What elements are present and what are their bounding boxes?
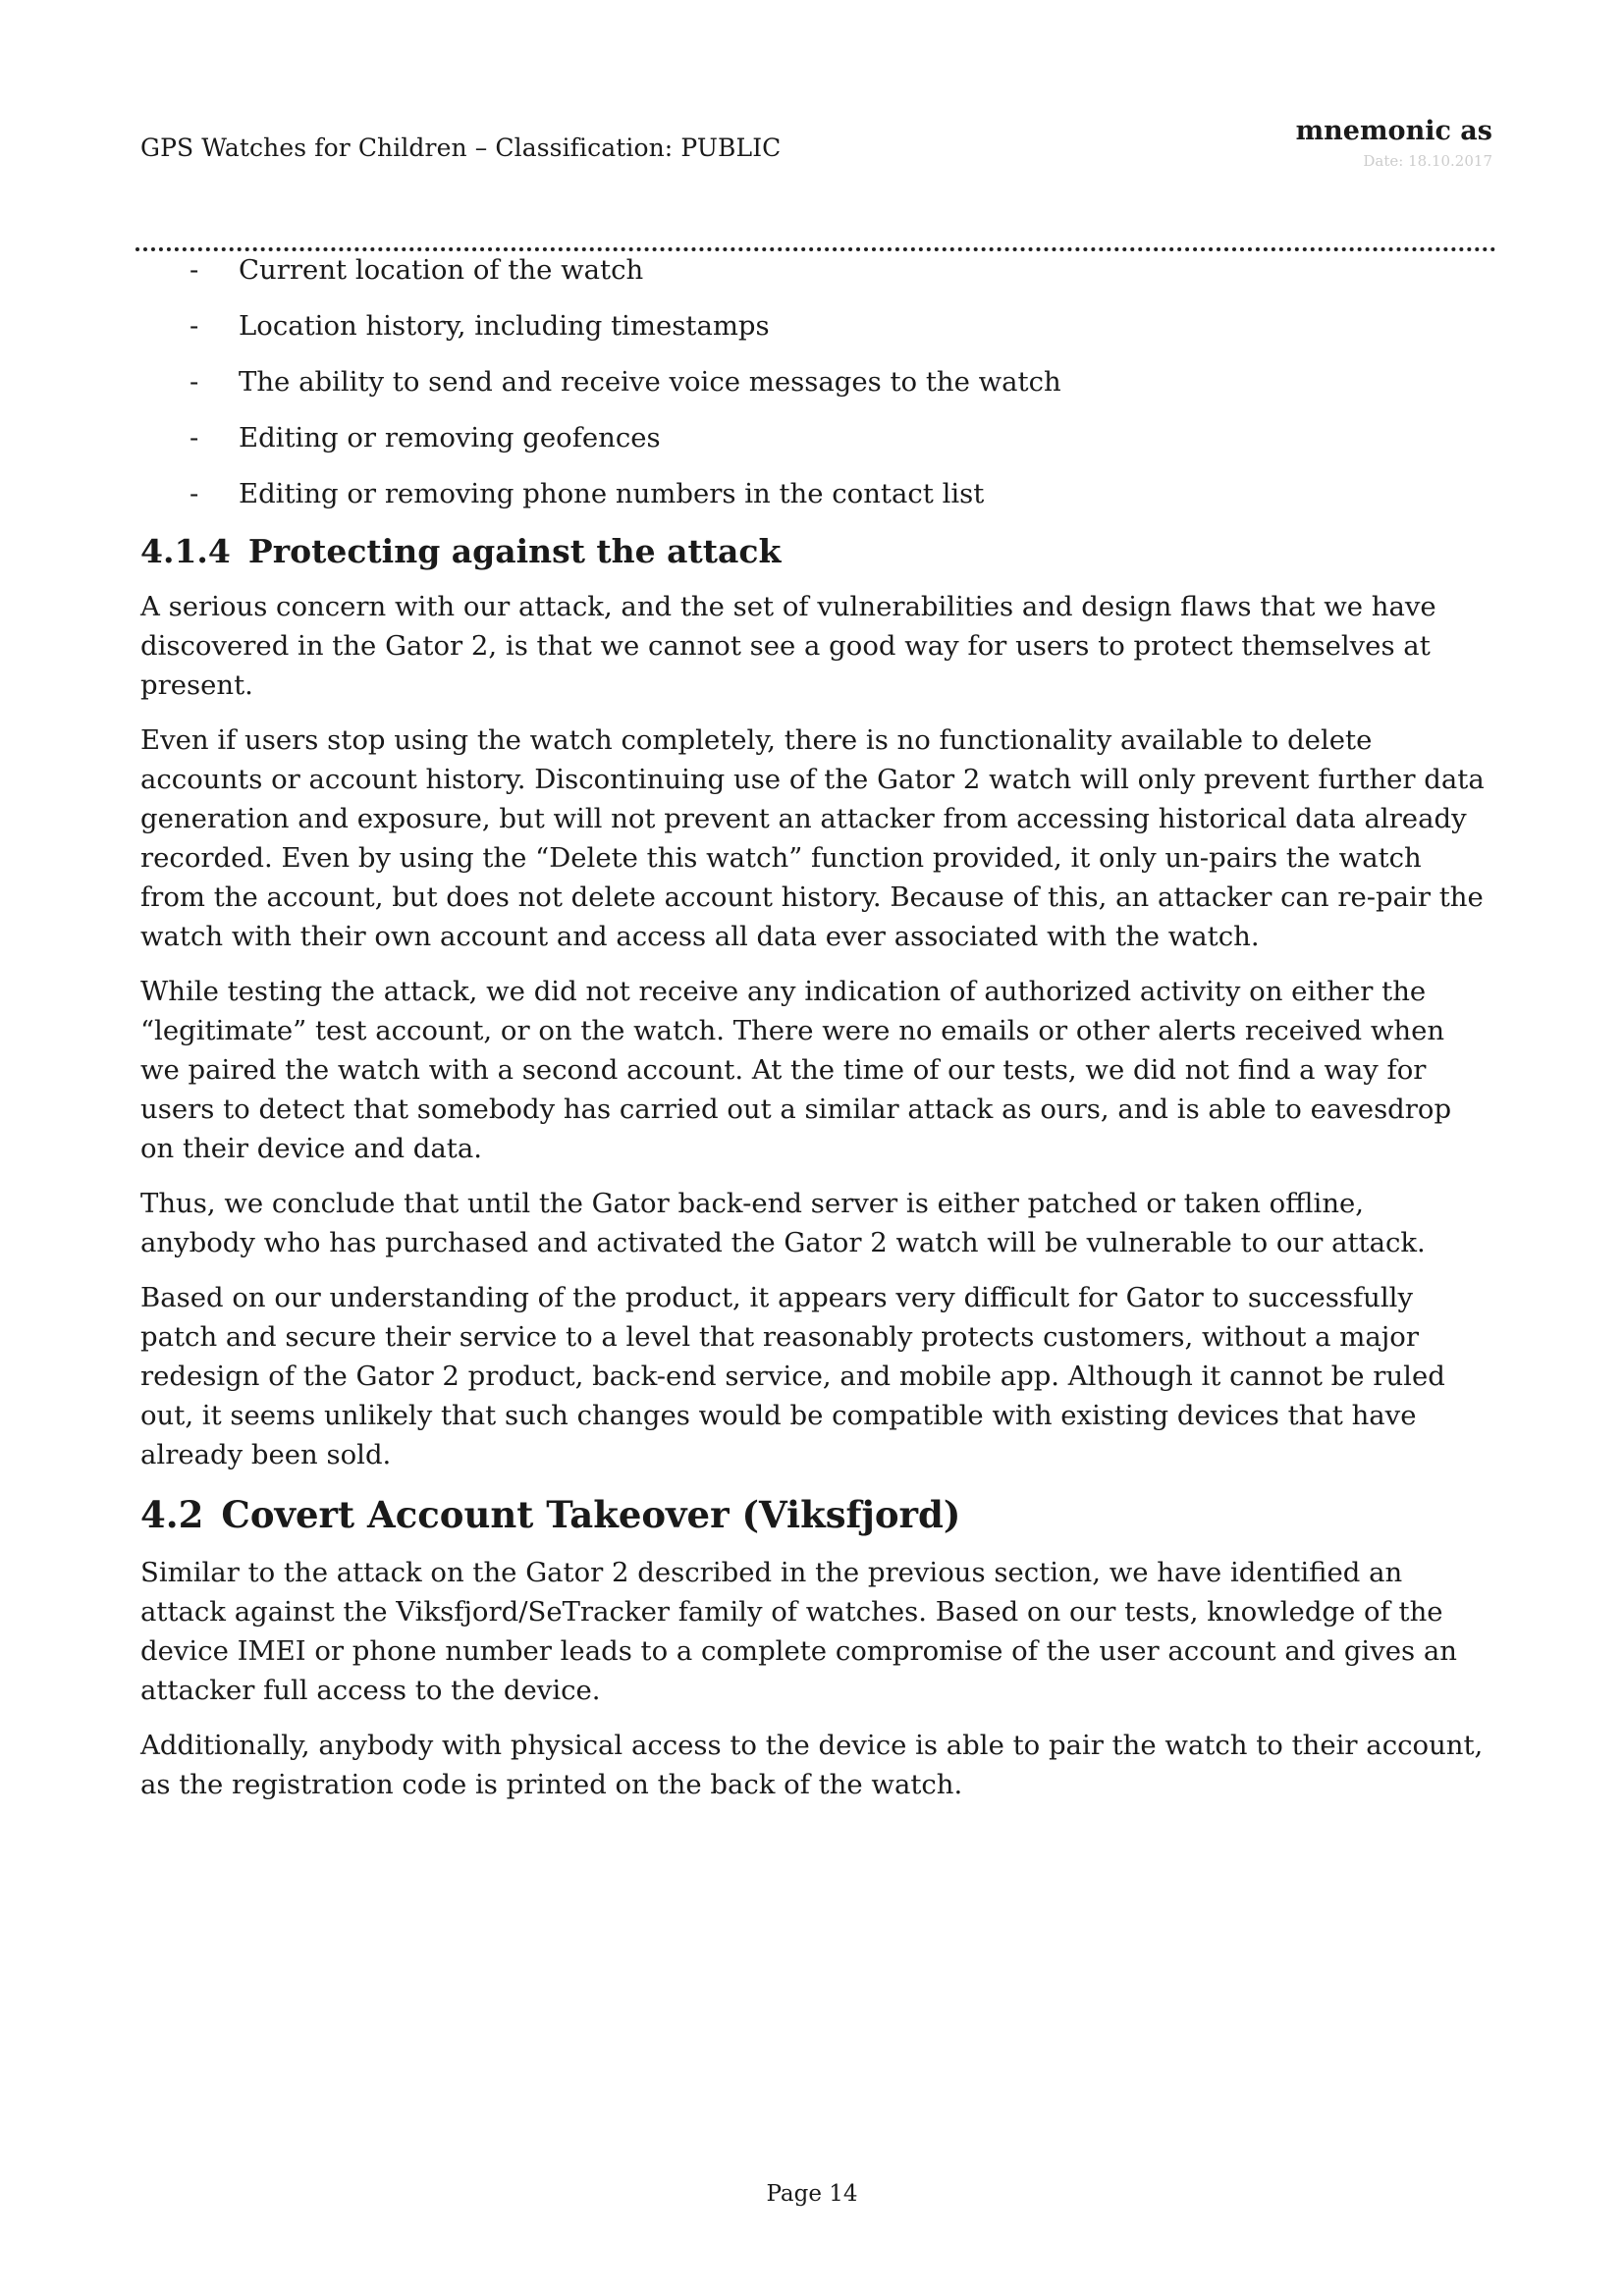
list-item-text: Editing or removing geofences (239, 422, 661, 454)
list-item (140, 474, 1487, 513)
header-company: mnemonic as (1295, 116, 1492, 146)
section-title: Protecting against the attack (247, 532, 782, 570)
header-title: GPS Watches for Children – Classification: PUBLIC (140, 133, 782, 162)
list-item (140, 250, 1487, 290)
list-item (140, 306, 1487, 346)
section-title: Covert Account Takeover (Viksfjord) (221, 1493, 961, 1536)
list-item-text: Location history, including timestamps (239, 310, 770, 342)
bullet-list (140, 250, 1487, 513)
bullet-marker: - (189, 478, 199, 509)
list-item (140, 418, 1487, 457)
paragraph: Additionally, anybody with physical access to the device is able to pair the watch to their account, as the registration code is printed on the back of the watch. (140, 1730, 1484, 1800)
header-date: Date: 18.10.2017 (1363, 152, 1492, 170)
paragraph: Even if users stop using the watch completely, there is no functionality available to delete accounts or account history. Discontinuing use of the Gator 2 watch will only prevent further data generation and exposure, but will not prevent an attacker from accessing historical data already recorded. Even by using the “Delete this watch” function provided, it only un-pairs the watch from the account, but does not delete account history. Because of this, an attacker can re-pair the watch with their own account and access all data ever associated with the watch. (140, 724, 1485, 952)
section-number: 4.2 (140, 1493, 204, 1536)
bullet-marker: - (189, 254, 199, 286)
page-content (140, 250, 1487, 1820)
section-heading-4-2 (140, 1490, 1487, 1539)
list-item (140, 362, 1487, 401)
list-item-text: Current location of the watch (239, 254, 644, 286)
paragraph: Based on our understanding of the product, it appears very difficult for Gator to successfully patch and secure their service to a level that reasonably protects customers, without a major redesign of the Gator 2 product, back-end service, and mobile app. Although it cannot be ruled out, it seems unlikely that such changes would be compatible with existing devices that have already been sold. (140, 1282, 1445, 1470)
page-number: Page 14 (766, 2181, 858, 2207)
paragraph: Thus, we conclude that until the Gator back-end server is either patched or taken offline, anybody who has purchased and activated the Gator 2 watch will be vulnerable to our attack. (140, 1188, 1426, 1258)
bullet-marker: - (189, 366, 199, 398)
section-heading-4-1-4 (140, 530, 1487, 573)
bullet-marker: - (189, 310, 199, 342)
bullet-marker: - (189, 422, 199, 454)
paragraph: Similar to the attack on the Gator 2 described in the previous section, we have identified an attack against the Viksfjord/SeTracker family of watches. Based on our tests, knowledge of the device IMEI or phone number leads to a complete compromise of the user account and gives an attacker full access to the device. (140, 1557, 1457, 1706)
list-item-text: Editing or removing phone numbers in the contact list (239, 478, 985, 509)
paragraph: While testing the attack, we did not receive any indication of authorized activity on either the “legitimate” test account, or on the watch. There were no emails or other alerts received when we paired the watch with a second account. At the time of our tests, we did not find a way for users to detect that somebody has carried out a similar attack as ours, and is able to eavesdrop on their device and data. (140, 976, 1452, 1164)
header-right (1296, 116, 1492, 170)
section-number: 4.1.4 (140, 532, 231, 570)
list-item-text: The ability to send and receive voice messages to the watch (239, 366, 1061, 398)
paragraph: A serious concern with our attack, and the set of vulnerabilities and design flaws that we have discovered in the Gator 2, is that we cannot see a good way for users to protect themselves at present. (140, 591, 1436, 701)
